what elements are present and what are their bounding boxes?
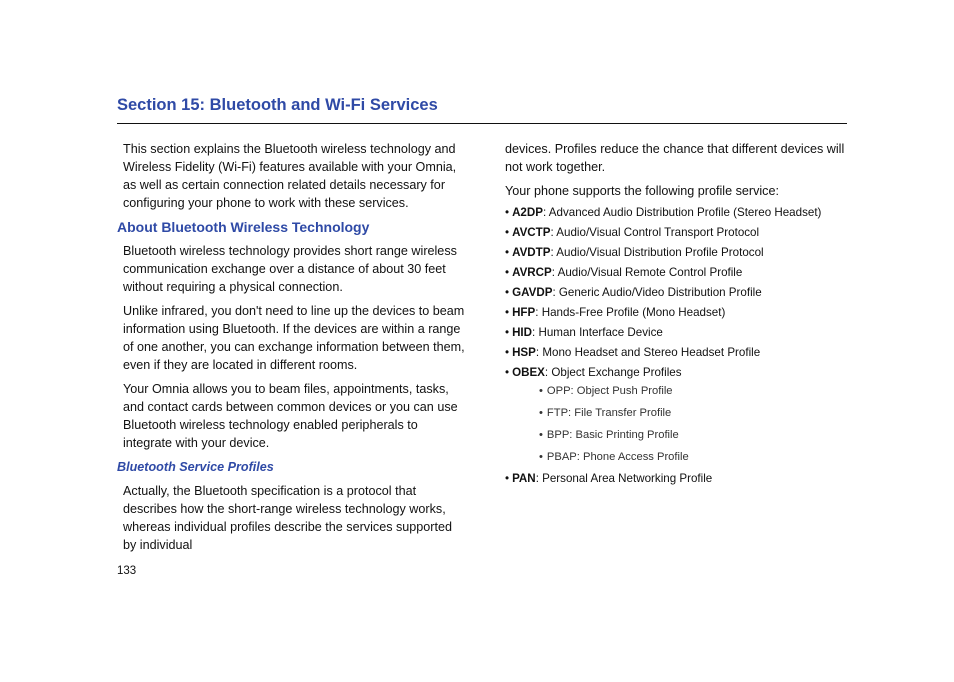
specification-paragraph: Actually, the Bluetooth specification is a protocol that describes how the short-range wireless technology works, whereas individual profiles describe the services supported by individual (123, 484, 453, 552)
bullet: • (505, 366, 510, 379)
profile-list (505, 206, 850, 486)
list-item (505, 226, 850, 240)
bullet: • (539, 385, 543, 397)
bullet: • (505, 266, 510, 279)
bullet: • (505, 206, 510, 219)
list-item (505, 246, 850, 260)
obex-sublist (505, 384, 850, 464)
bullet: • (505, 286, 510, 299)
profile-abbr: AVRCP (512, 266, 552, 279)
supports-paragraph: Your phone supports the following profile service: (505, 184, 779, 198)
beam-files-paragraph: Your Omnia allows you to beam files, appointments, tasks, and contact cards between common devices or you can use Bluetooth wireless technology enabled peripherals to integrate with your device. (123, 382, 458, 450)
bluetooth-range-paragraph: Bluetooth wireless technology provides short range wireless communication exchange over a distance of about 30 feet without requiring a physical connection. (123, 244, 457, 294)
bullet: • (505, 226, 510, 239)
profile-desc: : Generic Audio/Video Distribution Profile (552, 286, 762, 299)
title-rule (117, 123, 847, 124)
service-profiles-heading: Bluetooth Service Profiles (117, 460, 274, 474)
profile-desc: : Advanced Audio Distribution Profile (Stereo Headset) (543, 206, 822, 219)
sub-profile: PBAP: Phone Access Profile (546, 451, 689, 463)
list-item (505, 206, 850, 220)
profile-desc: : Mono Headset and Stereo Headset Profile (535, 346, 761, 359)
bullet: • (539, 429, 543, 441)
list-item (505, 306, 850, 320)
list-item (505, 366, 850, 464)
continuation-paragraph: devices. Profiles reduce the chance that different devices will not work together. (505, 142, 845, 174)
list-item (505, 472, 850, 486)
sub-profile: BPP: Basic Printing Profile (546, 429, 679, 441)
bullet: • (505, 472, 510, 485)
profile-abbr: A2DP (512, 206, 543, 219)
bullet: • (505, 306, 510, 319)
list-item (505, 326, 850, 340)
list-item (505, 346, 850, 360)
profile-abbr: HFP (512, 306, 536, 319)
sub-profile: OPP: Object Push Profile (546, 385, 673, 397)
sub-profile: FTP: File Transfer Profile (546, 407, 672, 419)
right-column (505, 140, 850, 492)
list-item (539, 384, 850, 398)
profile-desc: : Audio/Visual Control Transport Protocol (550, 226, 760, 239)
profile-desc: : Personal Area Networking Profile (535, 472, 713, 485)
bullet: • (539, 451, 543, 463)
list-item (539, 406, 850, 420)
profile-desc: : Audio/Visual Remote Control Profile (551, 266, 743, 279)
section-title: Section 15: Bluetooth and Wi-Fi Services (117, 96, 438, 114)
profile-desc: : Hands-Free Profile (Mono Headset) (535, 306, 726, 319)
profile-abbr: AVCTP (512, 226, 551, 239)
bullet: • (505, 346, 510, 359)
profile-abbr: GAVDP (512, 286, 553, 299)
list-item (505, 266, 850, 280)
profile-desc: : Human Interface Device (532, 326, 663, 339)
list-item (505, 286, 850, 300)
page-number: 133 (117, 565, 137, 577)
bullet: • (539, 407, 543, 419)
profile-abbr: HID (512, 326, 533, 339)
intro-paragraph: This section explains the Bluetooth wireless technology and Wireless Fidelity (Wi-Fi) features available with your Omnia, as well as certain connection related details necessary for configuring your phone to work with these services. (123, 142, 457, 210)
bullet: • (505, 326, 510, 339)
infrared-paragraph: Unlike infrared, you don't need to line up the devices to beam information using Bluetooth. If the devices are within a range of one another, you can exchange information between them, even if they are located in different rooms. (123, 304, 465, 372)
bullet: • (505, 246, 510, 259)
profile-abbr: PAN (512, 472, 536, 485)
profile-abbr: OBEX (512, 366, 545, 379)
about-bluetooth-heading: About Bluetooth Wireless Technology (117, 219, 370, 235)
profile-abbr: HSP (512, 346, 536, 359)
profile-desc: : Object Exchange Profiles (544, 366, 682, 379)
list-item (539, 428, 850, 442)
list-item (539, 450, 850, 464)
profile-desc: : Audio/Visual Distribution Profile Protocol (550, 246, 764, 259)
left-column (117, 140, 467, 560)
profile-abbr: AVDTP (512, 246, 551, 259)
